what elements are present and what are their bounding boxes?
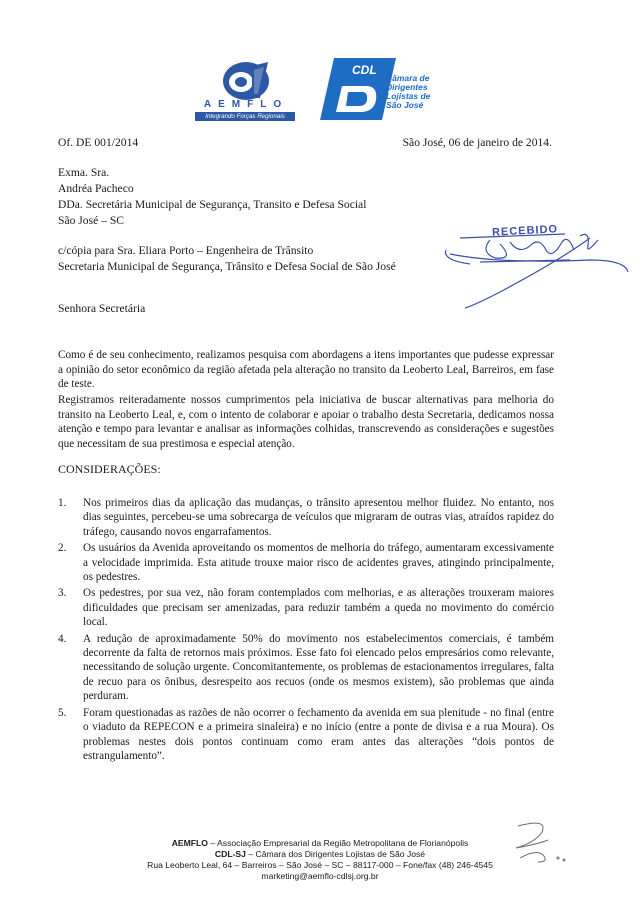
aemflo-name: AEMFLO xyxy=(203,99,289,110)
recipient-title: Exma. Sra. xyxy=(58,166,110,179)
list-item-number: 2. xyxy=(58,542,67,555)
cdl-logo xyxy=(320,58,440,122)
paragraph-regards: Registramos reiteradamente nossos cumprimentos pela iniciativa de buscar alternativas para melhoria do transito na Leoberto Leal, e, com o intento de colaborar e apoiar o trabalho desta Secretaria, dedicamos nossa atenção e tempo para levantar e analisar as informações colhidas, transcrevendo as considerações e sugestões que necessitam de sua prestimosa e especial atenção. xyxy=(58,394,554,450)
recipient-name: Andréa Pacheco xyxy=(58,182,134,195)
received-stamp xyxy=(440,220,630,315)
list-item-text: Os pedestres, por sua vez, não foram contemplados com melhorias, e as alterações trouxeram maiores dificuldades que precisam ser amenizadas, para reduzir também a queda no movimento do comércio local. xyxy=(83,587,554,629)
list-item xyxy=(58,632,554,704)
salutation: Senhora Secretária xyxy=(58,302,146,315)
list-item-number: 3. xyxy=(58,587,67,600)
footer-aemflo-text: – Associação Empresarial da Região Metropolitana de Florianópolis xyxy=(207,838,469,848)
recipient-role: DDa. Secretária Municipal de Segurança, Transito e Defesa Social xyxy=(58,198,367,211)
list-item xyxy=(58,541,554,584)
recipient-city: São José – SC xyxy=(58,214,125,227)
footer-email: marketing@aemflo-cdlsj.org.br xyxy=(261,871,379,881)
document-date: São José, 06 de janeiro de 2014. xyxy=(402,136,552,149)
signature-scribble-icon xyxy=(440,220,630,315)
cdl-badge: CDL xyxy=(352,63,377,77)
aemflo-logo xyxy=(190,58,302,124)
list-item-number: 5. xyxy=(58,706,67,719)
list-item-number: 4. xyxy=(58,632,67,645)
footer-cdl-text: – Câmara dos Dirigentes Lojistas de São José xyxy=(245,849,426,859)
list-item-text: Foram questionadas as razões de não ocorrer o fechamento da avenida em sua plenitude - no final (entre o viaduto da REPECON e a primeira sinaleira) e no início (entre a ponte de divisa e a rua Moura). Os problemas nestes dois pontos continuam como eram antes das alterações “dois pontos de estrangulamento”. xyxy=(83,706,554,762)
list-item xyxy=(58,586,554,629)
copy-to-line: c/cópia para Sra. Eliara Porto – Engenheira de Trânsito xyxy=(58,244,314,257)
cdl-name-line1: Câmara de xyxy=(386,73,430,83)
cdl-name-line3: Lojistas de xyxy=(386,91,431,101)
considerations-heading: CONSIDERAÇÕES: xyxy=(58,462,161,476)
list-item xyxy=(58,496,554,539)
list-item-number: 1. xyxy=(58,497,67,509)
list-item xyxy=(58,706,554,764)
footer-cdl-label: CDL-SJ xyxy=(214,849,246,859)
footer-address: Rua Leoberto Leal, 64 – Barreiros – São José – SC – 88117-000 – Fone/fax (48) 246-4545 xyxy=(147,860,493,870)
copy-to-dept: Secretaria Municipal de Segurança, Trânsito e Defesa Social de São José xyxy=(58,260,396,273)
aemflo-tagline: Integrando Forças Regionais xyxy=(195,112,295,121)
list-item-text: Nos primeiros dias da aplicação das mudanças, o trânsito apresentou melhor fluidez. No entanto, nos dias seguintes, percebeu-se uma sobrecarga de veículos que migraram de outras vias, atraídos rapidez do tráfego, causando novos engarrafamentos. xyxy=(83,497,554,538)
aemflo-emblem-icon xyxy=(190,58,302,104)
paragraph-intro: Como é de seu conhecimento, realizamos pesquisa com abordagens a itens importantes que pudesse expressar a opinião do setor econômico da região afetada pela alteração no transito da Leoberto Leal, Barreiros, em fase de teste. xyxy=(58,349,554,391)
cdl-name-line2: Dirigentes xyxy=(386,82,428,92)
considerations-list xyxy=(58,496,554,765)
cdl-name xyxy=(386,74,430,110)
footer-aemflo-label: AEMFLO xyxy=(171,838,208,848)
list-item-text: A redução de aproximadamente 50% do movimento nos estabelecimentos comerciais, é também decorrente da falta de retornos mais próximos. Esse fato foi elencado pelos empresários como relevante, necessitando de solução urgente. Concomitantemente, os problemas de estacionamentos irregulares, falta de recuo para os ônibus, desrespeito aos recuos (onde os mesmos existem), são problemas que ainda perduram. xyxy=(83,632,554,703)
document-reference: Of. DE 001/2014 xyxy=(58,136,139,149)
signature-initials-icon xyxy=(508,818,578,868)
received-stamp-label: RECEBIDO xyxy=(491,223,559,239)
list-item-text: Os usuários da Avenida aproveitando os momentos de melhoria do tráfego, aumentaram excessivamente a velocidade imprimida. Esta atitude trouxe maior risco de acidentes graves, atingindo principalmente, os pedestres. xyxy=(83,542,554,584)
cdl-name-line4: São José xyxy=(386,100,424,110)
